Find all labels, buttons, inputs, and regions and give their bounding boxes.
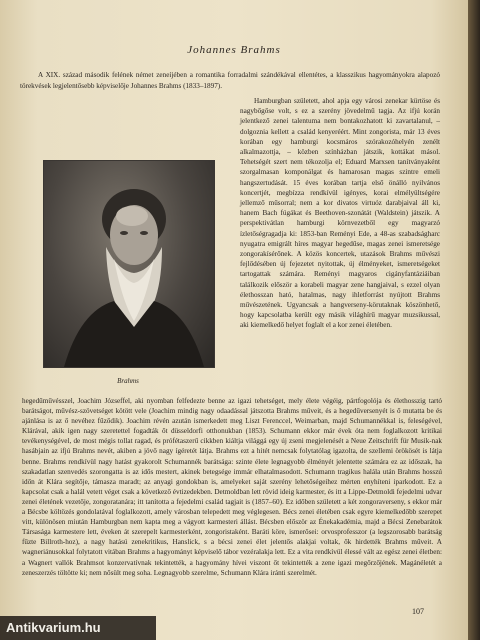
book-edge-shadow [468, 0, 480, 640]
right-column-paragraph: Hamburgban született, ahol apja egy városi zenekar kürtöse és nagybőgőse volt, s ez a szerény jövedelmű tagja. Az ifjú korán jelentkező zenei talentuma nem bontakozhatott ki zavartalanul, – dolgoznia kellett a család kenyeréért. Mint zongorista, már 13 éves korában egy hamburgi kocsmáros szórakozóhelyén zenélt alkalmazottja, – közben színházban játszik, kottákat másol. Tehetségét szert nem tékozolja el; Eduard Marxsen tanítványaként szorgalmasan komponálgat és hamarosan magas szintre emeli hangszertudását. 15 éves korában tartja első önálló nyilvános koncertjét, megbízza rendkívül igényes, korai elmélyültségére jellemző műsorral; nem a kor divatos virtuóz darabjaival áll ki, hanem Bach fúgákat és Beethoven-szonátát (Waldstein) játszik. A perspektivátlan hamburgi körnvezetből egy magyarzó ízletőségragadja ki: 1853-ban Reményi Ede, a 48-as szabadságharc nyugatra emigrált híres magyar hegedűse, magas zenei ismeretsége zongorakísérőnek. A közös koncertek, utazások Brahms művészi fejlődésében új fejezetet nyitottak, új élményeket, ismeretségeket tartogattak számára. Reményi magyaros cigányfantáziáiban találkozik először a korabeli magyar zene hangjaival, s ezzel olyan élethosszan ható, hatalmas, nagy ihletforrást nyújtott Brahms művészetének. Ugyancsak a hangverseny-körutaknak köszönhető, hogy kapcsolatba került egy másik világhírű magyar muzsikussal, aki kiemelkedő helyet foglalt el a kor zenei életében. [240, 97, 440, 330]
full-width-paragraph: hegedűművésszel, Joachim Józseffel, aki nyomban felfedezte benne az igazi tehetséget, mely élete végéig, pártfogolója és élethosszig tartó barátságot, művész-szövetséget kötött vele (Joachim mindig nagy odaadással játszotta Brahms műveit, és a hegedűversenyét is ő mutatta be és ajánlása is az ő nevéhez fűződik). Joachim révén azután ismerkedett meg Liszt Ferenccel, Weimarban, majd Schumannékkal is, feleségével, Klárával, akik igen nagy szeretettel fogadták őt düsseldorfi otthonukban (1853). Schumann ekkor már évek óta nem foglalkozott kritikai tevékenységével, de most mégis tollat ragad, és prófétaszerű cikkben kiáltja világgá egy új zseni megjelenését a Neue Zeitschrift für Musik-nak hasábjain az ifjú Brahms nevét, akiben a jövő nagy ígéretét látja. Brahms ezt a hitét nemcsak folytatólag igazolta, de szellemi örökösét is látja benne. Brahms rendkívül nagy hatást gyakorolt Schumannék barátsága: szinte élete legnagyobb élményét jelentette számára ez az időszak, ha szakadatlan szenvedés szorongatta is az idős mestert, akinek betegsége immár elhatalmasodott. Schumann tragikus halála után Brahms hosszú időn át Klára segítője, támasza maradt; az anyagi gondokban is, amelyeket saját szerény lehetőségeihez mérten enyhíteni iparkodott. Ez a kapcsolat csak a halál vetett véget csak a következő évtizedekben. Detmoldban lett rövid ideig karmester, és itt a Lippe-Detmoldi fejedelmi udvar zenei életének vezetője, zongoratanára; itt tanította a fejedelmi család tagjait is (1857–60). Ez időben született a két zongoraverseny, s ekkor már a Bécsbe költözés gondolatával foglalkozott, amely városban telepedett meg véglegesen. Bécs zenei életében csak egyre kiemelkedőbb szerepet vitt, különösen miután Hamburgban nem kapta meg a vágyott karmesteri állást. Bécsben először az Énekakadémia, majd a Bécsi Zenebarátok Társasága karmestere lett, éveken át szerepelt karmesterként, zongoristaként. Baráti köre, ismerősei: orvosprofesszor (a legszorosabb barátság fűzte Billroth-hoz), a nagy hatású zenekritikus, Hanslick, s a bécsi zenei élet jelentős alakjai voltak, ők hirdették Brahms műveit. A wagneriánusokkal folytatott vitában Brahms a hagyományt képviselő tábor vezéralakja lett. Ez a vita rendkívül élessé vált az egész zenei életben: a Wagnert vallók Brahmsot konzervatívnak tekintették, a hagyomány hívei viszont őt tekintették a zene igazi megőrzőjének. Magánéletét a zeneszerzés töltötte ki; nem nősült meg soha. Legnagyobb szerelme, Schumann Klára iránti szerelmét. [22, 397, 442, 577]
watermark-logo: Antikvarium.hu [0, 616, 156, 640]
intro-paragraph: A XIX. század második felének német zeneíjében a romantika forradalmi szándékával ellentétes, a klasszikus hagyományokra alapozó törekvések legjelentősebb képviselője Johannes Brahms (1833–1897). [20, 71, 440, 90]
page-header: Johannes Brahms [187, 44, 281, 56]
right-column-text [240, 96, 440, 331]
portrait-image [44, 161, 214, 367]
portrait-caption: Brahms [117, 377, 139, 385]
full-width-text [22, 396, 442, 578]
page-number: 107 [412, 607, 424, 616]
brahms-portrait [43, 160, 215, 368]
